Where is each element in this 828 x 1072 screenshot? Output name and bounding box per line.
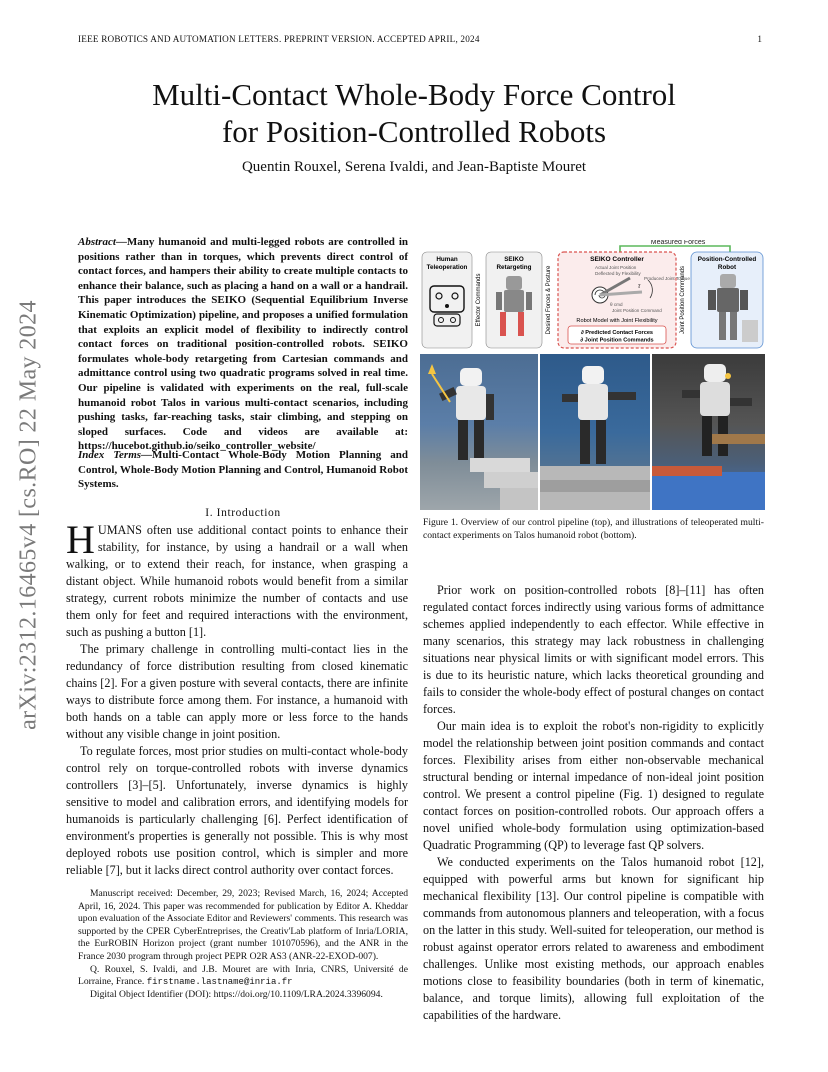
intro-p1-text: UMANS often use additional contact points to enhance their stability, for instance, by using a handrail or a wall when walking, or to extend their reach, for instance, when grasping a distant object. While humanoid robots would benefit from a similar strategy, current robots minimize the number of contacts and use them only for feet and required interactions with the environment, such as pushing a button [1]. [66,523,408,639]
index-terms [78,448,408,492]
human-teleop-label-2: Teleoperation [426,264,468,271]
intro-paragraph-3: To regulate forces, most prior studies on multi-contact whole-body control rely on torque-controlled robots with inverse dynamics controllers [3]–[5]. Unfortunately, inverse dynamics is highly sensitive to model and calibration errors, and identifying models for humanoids is particularly challenging [6]. Perfect identification of environment's properties is generally not possible. This is why most deployed robots use position control, which is simpler and more reliable [7], but it lacks direct control authority over contact forces. [66,744,408,877]
figure-1 [420,240,765,510]
title-line-2: for Position-Controlled Robots [221,114,607,149]
seiko-controller-label: SEIKO Controller [590,256,644,263]
right-paragraph-3: We conducted experiments on the Talos humanoid robot [12], equipped with powerful arms but known for significant hip mechanical flexibility [13]. Our control pipeline is compatible with commands from autonomous planners and teleoperation, with a focus on the latter in this study. Well-suited for teleoperation, our method is robust against operator errors related to awareness and embodiment challenges. Unlike most existing methods, our approach enables motions close to feasibility boundaries (both in term of kinematic, balance, and torque limits), allowing full exploitation of the capabilities of the hardware. [423,855,764,1022]
seiko-retargeting-label-1: SEIKO [504,256,524,263]
photo-pushing [540,354,650,510]
abstract [78,235,408,454]
deflected-by-flex: Deflected by Flexibility [595,271,641,276]
section-title: I. Introduction [205,507,281,519]
position-controlled-label-2: Robot [717,264,737,271]
joint-position-cmds: ∂ Joint Position Commands [580,337,654,344]
arxiv-stamp [14,270,44,760]
experiment-photos [420,354,765,510]
footnote-affiliation [78,964,408,989]
page-number: 1 [757,34,762,44]
arxiv-id: arXiv:2312.16465v4 [cs.RO] 22 May 2024 [15,300,42,730]
running-header: IEEE ROBOTICS AND AUTOMATION LETTERS. PREPRINT VERSION. ACCEPTED APRIL, 2024 [78,34,480,44]
position-controlled-label-1: Position-Controlled [697,256,757,263]
paper-title [0,76,828,150]
abstract-label: Abstract [78,236,116,248]
introduction [66,517,408,879]
pipeline-diagram [420,240,765,352]
right-paragraph-1: Prior work on position-controlled robots [8]–[11] has often regulated contact forces indirectly using various forms of admittance schemes applied independently to each effector. While effective in many scenarios, this strategy may lack robustness in challenging situations near physical limits or with significant model errors. This is due to its heuristic nature, which lacks theoretical grounding and fails to consider the whole-body effect of postural changes on contact forces. [423,583,764,716]
joint-position-command: Joint Position Command [612,308,662,313]
index-terms-label: Index Terms [78,449,142,461]
right-paragraph-2: Our main idea is to exploit the robot's non-rigidity to explicitly model the relationship between joint position commands and contact forces. Flexibility arises from either non-observable mechanical structural bending or internal impedance of non-ideal joint position control. We present a control pipeline (Fig. 1) designed to regulate contact forces on position-controlled robots. Our approach offers a novel unified whole-body formulation using optimization-based Quadratic Programming (QP) to leverage fast QP solvers. [423,719,764,852]
photo-stairs-illustration [420,354,538,510]
desired-forces-label: Desired Forces & Posture [546,265,552,335]
joint-position-commands-label: Joint Position Commands [680,265,686,335]
intro-paragraph-2: The primary challenge in controlling multi-contact lies in the redundancy of force distribution resulting from closed kinematic chains [2]. For a given posture with several contacts, there are infinite ways to distribute force among them. For instance, a humanoid with both hands on a table can apply more or less force to the hands without any visible change in joint position. [66,642,408,741]
abstract-text: —Many humanoid and multi-legged robots are controlled in positions rather than in torques, which prevents direct control of contact forces, and hampers their ability to create multiple contacts to enhance their balance, such as placing a hand on a wall or a handrail. This paper introduces the SEIKO (Sequential Equilibrium Inverse Kinematic Optimization) pipeline, and proposes a unified formulation that exploits an explicit model of flexibility to indirectly control contact forces on traditional position-controlled robots. SEIKO formulates whole-body retargeting from Cartesian commands and admittance control using two quadratic programs solved in real time. Our pipeline is validated with experiments on the real, full-scale humanoid robot Talos in various multi-contact scenarios, including pushing tasks, far-reaching tasks, stair climbing, and stepping on sloped surfaces. Code and videos are available at: https://hucebot.github.io/seiko_controller_website/ [78,236,408,453]
photo-table-illustration [652,354,765,510]
seiko-retargeting-label-2: Retargeting [496,264,532,271]
footnote-affiliation-text: Q. Rouxel, S. Ivaldi, and J.B. Mouret are with Inria, CNRS, Université de Lorraine, France. [78,963,408,988]
authors: Quentin Rouxel, Serena Ivaldi, and Jean-Baptiste Mouret [241,159,587,175]
human-teleop-label-1: Human [436,256,458,263]
footnote-manuscript: Manuscript received: December, 29, 2023; Revised March, 16, 2024; Accepted April, 16, 2024. This paper was recommended for publication by Editor A. Kheddar upon evaluation of the Associate Editor and Reviewers' comments. This research was supported by the CPER CyberEntreprises, the Creativ'Lab platform of Inria/LORIA, the EurROBIN Horizon project (grant number 101070596), and the ANR in the France 2030 program through project PEPR O2R AS3 (ANR-22-EXOD-007). [78,888,408,962]
footnote-doi: Digital Object Identifier (DOI): https://doi.org/10.1109/LRA.2024.3396094. [90,988,383,1000]
photo-pushing-illustration [540,354,650,510]
footnote-email: firstname.lastname@inria.fr [146,977,293,988]
effector-commands-label: Effector Commands [476,273,482,327]
footnotes [78,888,408,1001]
dropcap: H [66,517,95,562]
predicted-forces: ∂ Predicted Contact Forces [580,330,654,336]
measured-forces-label: Measured Forces [650,240,706,246]
title-line-1: Multi-Contact Whole-Body Force Control [152,77,676,112]
intro-paragraph-1 [66,517,408,641]
right-column-text [423,582,764,1024]
theta-cmd: θ cmd [610,302,623,307]
actual-joint-position: Actual Joint Position [595,265,637,270]
index-terms-text: —Multi-Contact Whole-Body Motion Planning and Control, Whole-Body Motion Planning and Control, Humanoid Robot Systems. [78,449,408,491]
photo-stairs [420,354,538,510]
photo-table [652,354,765,510]
tau-symbol: τ [638,284,641,290]
produced-joint-torque: Produced Joint Torque [644,276,690,281]
robot-model-label: Robot Model with Joint Flexibility [576,318,658,324]
figure-caption: Figure 1. Overview of our control pipeline (top), and illustrations of teleoperated multi-contact experiments on Talos humanoid robot (bottom). [423,517,764,541]
